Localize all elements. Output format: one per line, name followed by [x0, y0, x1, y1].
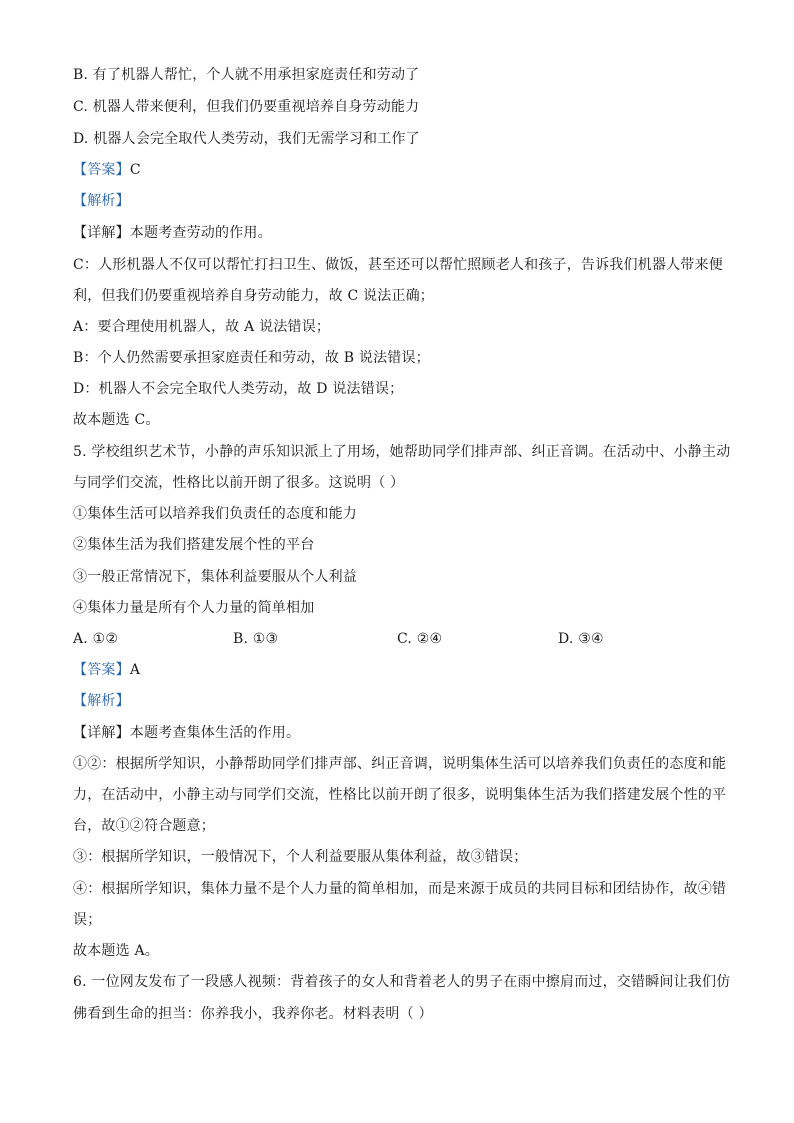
statement-4: ④集体力量是所有个人力量的简单相加: [73, 600, 315, 616]
detail-heading-q5: 【详解】本题考查集体生活的作用。: [73, 725, 301, 741]
options-row-q5: [73, 629, 723, 649]
statement-2: ②集体生活为我们搭建发展个性的平台: [73, 537, 315, 553]
option-c: C. ②④: [397, 631, 443, 647]
option-a: A. ①②: [73, 631, 119, 647]
explanation-line: B：个人仍然需要承担家庭责任和劳动，故 B 说法错误；: [73, 350, 430, 366]
question-6-stem: 佛看到生命的担当：你养我小，我养你老。材料表明（ ）: [73, 1006, 433, 1022]
answer-line-q5: [73, 660, 723, 680]
answer-tag: 【答案】: [73, 162, 130, 178]
explanation-line: D：机器人不会完全取代人类劳动，故 D 说法错误；: [73, 381, 404, 397]
explanation-line: 力，在活动中，小静主动与同学们交流，性格比以前开朗了很多，说明集体生活为我们搭建发展个性的平: [73, 787, 727, 803]
option-d-q4: D. 机器人会完全取代人类劳动，我们无需学习和工作了: [73, 131, 420, 147]
option-d: D. ③④: [558, 631, 604, 647]
analysis-tag: 【解析】: [73, 693, 130, 709]
conclusion-line-q5: 故本题选 A。: [73, 943, 159, 959]
conclusion-line-q4: 故本题选 C。: [73, 412, 160, 428]
question-5-stem: 5. 学校组织艺术节，小静的声乐知识派上了用场，她帮助同学们排声部、纠正音调。在活动中、小静主动: [73, 444, 731, 460]
analysis-tag: 【解析】: [73, 193, 130, 209]
explanation-line: ①②：根据所学知识，小静帮助同学们排声部、纠正音调，说明集体生活可以培养我们负责任的态度和能: [73, 756, 727, 772]
explanation-line: 台，故①②符合题意；: [73, 818, 215, 834]
detail-heading-q4: 【详解】本题考查劳动的作用。: [73, 225, 272, 241]
answer-line-q4: [73, 160, 723, 180]
explanation-line: 利，但我们仍要重视培养自身劳动能力，故 C 说法正确；: [73, 288, 435, 304]
option-b: B. ①③: [233, 631, 279, 647]
explanation-line: 误；: [73, 912, 102, 928]
answer-value: C: [129, 162, 141, 178]
analysis-line-q4: [73, 191, 723, 211]
explanation-line: C：人形机器人不仅可以帮忙打扫卫生、做饭，甚至还可以帮忙照顾老人和孩子，告诉我们机器人带来便: [73, 257, 723, 273]
analysis-line-q5: [73, 691, 723, 711]
answer-value: A: [129, 662, 141, 678]
explanation-line: ③：根据所学知识，一般情况下，个人利益要服从集体利益，故③错误；: [73, 849, 528, 865]
option-b-q4: B. 有了机器人帮忙，个人就不用承担家庭责任和劳动了: [73, 67, 420, 83]
explanation-line: ④：根据所学知识，集体力量不是个人力量的简单相加，而是来源于成员的共同目标和团结协作，故④错: [73, 881, 727, 897]
question-6-stem: 6. 一位网友发布了一段感人视频：背着孩子的女人和背着老人的男子在雨中擦肩而过，交错瞬间让我们仿: [73, 974, 731, 990]
option-c-q4: C. 机器人带来便利，但我们仍要重视培养自身劳动能力: [73, 99, 420, 115]
answer-tag: 【答案】: [73, 662, 130, 678]
statement-3: ③一般正常情况下，集体利益要服从个人利益: [73, 569, 357, 585]
explanation-line: A：要合理使用机器人，故 A 说法错误；: [73, 319, 331, 335]
statement-1: ①集体生活可以培养我们负责任的态度和能力: [73, 506, 357, 522]
question-5-stem: 与同学们交流，性格比以前开朗了很多。这说明（ ）: [73, 475, 405, 491]
